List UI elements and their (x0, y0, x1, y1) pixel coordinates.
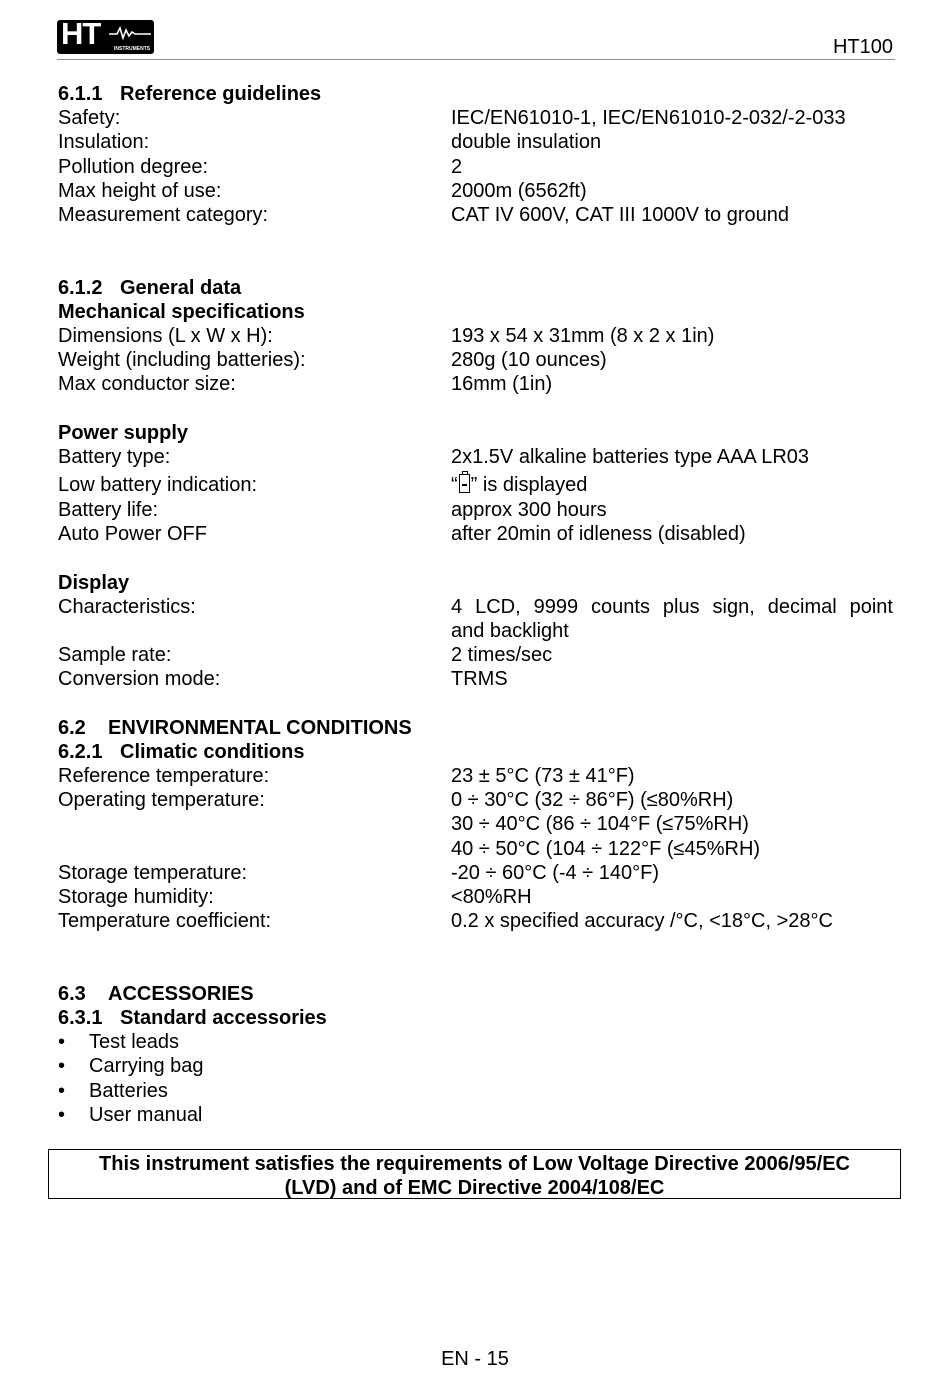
section-heading-6-3: 6.3 ACCESSORIES (58, 982, 254, 1005)
spec-row-battery-life: Battery life: approx 300 hours (58, 499, 607, 522)
spec-row-pollution: Pollution degree: 2 (58, 155, 463, 178)
section-heading-6-1-1: 6.1.1 Reference guidelines (58, 83, 322, 105)
section-heading-6-2-1: 6.2.1 Climatic conditions (58, 740, 305, 763)
spec-row-battery-type: Battery type: 2x1.5V alkaline batteries type AAA LR03 (58, 445, 810, 468)
logo-subtitle: INSTRUMENTS (114, 46, 151, 52)
list-item: • Batteries (58, 1079, 168, 1102)
subheading-power-supply: Power supply (58, 421, 189, 444)
list-item: • User manual (58, 1103, 203, 1126)
waveform-icon (109, 26, 151, 40)
spec-row-storage-humidity: Storage humidity: <80%RH (58, 886, 532, 909)
section-heading-6-3-1: 6.3.1 Standard accessories (58, 1006, 327, 1029)
spec-row-insulation: Insulation: double insulation (58, 131, 602, 154)
spec-row-storage-temp: Storage temperature: -20 ÷ 60°C (-4 ÷ 140°F) (58, 861, 660, 884)
spec-row-auto-power-off: Auto Power OFF after 20min of idleness (disabled) (58, 523, 746, 546)
spec-row-max-height: Max height of use: 2000m (6562ft) (58, 179, 587, 202)
spec-row-ref-temp: Reference temperature: 23 ± 5°C (73 ± 41°F) (58, 765, 635, 788)
subheading-mechanical: Mechanical specifications (58, 300, 305, 323)
spec-row-characteristics-cont: and backlight (451, 619, 569, 642)
header-divider (57, 59, 895, 60)
logo-text: HT (61, 20, 101, 51)
spec-row-conductor: Max conductor size: 16mm (1in) (58, 373, 553, 396)
spec-row-weight: Weight (including batteries): 280g (10 ounces) (58, 349, 607, 372)
ht-logo (57, 20, 154, 54)
page-number: EN - 15 (441, 1348, 509, 1370)
spec-row-low-battery: Low battery indication: “ ” is displayed (58, 474, 588, 497)
spec-row-safety: Safety: IEC/EN61010-1, IEC/EN61010-2-032/-2-033 (58, 107, 846, 130)
spec-row-op-temp-2: 30 ÷ 40°C (86 ÷ 104°F (≤75%RH) (451, 813, 749, 836)
section-heading-6-2: 6.2 ENVIRONMENTAL CONDITIONS (58, 716, 412, 739)
section-heading-6-1-2: 6.1.2 General data (58, 276, 242, 299)
compliance-line-1: This instrument satisfies the requirements of Low Voltage Directive 2006/95/EC (99, 1153, 850, 1175)
list-item: • Test leads (58, 1031, 180, 1054)
compliance-notice (48, 1149, 901, 1199)
spec-row-measurement-category: Measurement category: CAT IV 600V, CAT III 1000V to ground (58, 203, 789, 226)
list-item: • Carrying bag (58, 1055, 204, 1078)
spec-row-characteristics: Characteristics: 4 LCD, 9999 counts plus sign, decimal point (58, 595, 893, 618)
subheading-display: Display (58, 571, 130, 594)
spec-content (58, 82, 893, 1127)
battery-icon (459, 474, 470, 493)
compliance-line-2: (LVD) and of EMC Directive 2004/108/EC (284, 1177, 665, 1199)
model-name: HT100 (832, 36, 893, 58)
spec-row-op-temp-3: 40 ÷ 50°C (104 ÷ 122°F (≤45%RH) (451, 837, 761, 860)
spec-row-sample-rate: Sample rate: 2 times/sec (58, 644, 553, 667)
spec-row-temp-coefficient: Temperature coefficient: 0.2 x specified accuracy /°C, <18°C, >28°C (58, 910, 833, 933)
spec-row-dimensions: Dimensions (L x W x H): 193 x 54 x 31mm (8 x 2 x 1in) (58, 324, 715, 347)
spec-row-op-temp: Operating temperature: 0 ÷ 30°C (32 ÷ 86°F) (≤80%RH) (58, 789, 734, 812)
spec-row-conversion: Conversion mode: TRMS (58, 668, 508, 691)
